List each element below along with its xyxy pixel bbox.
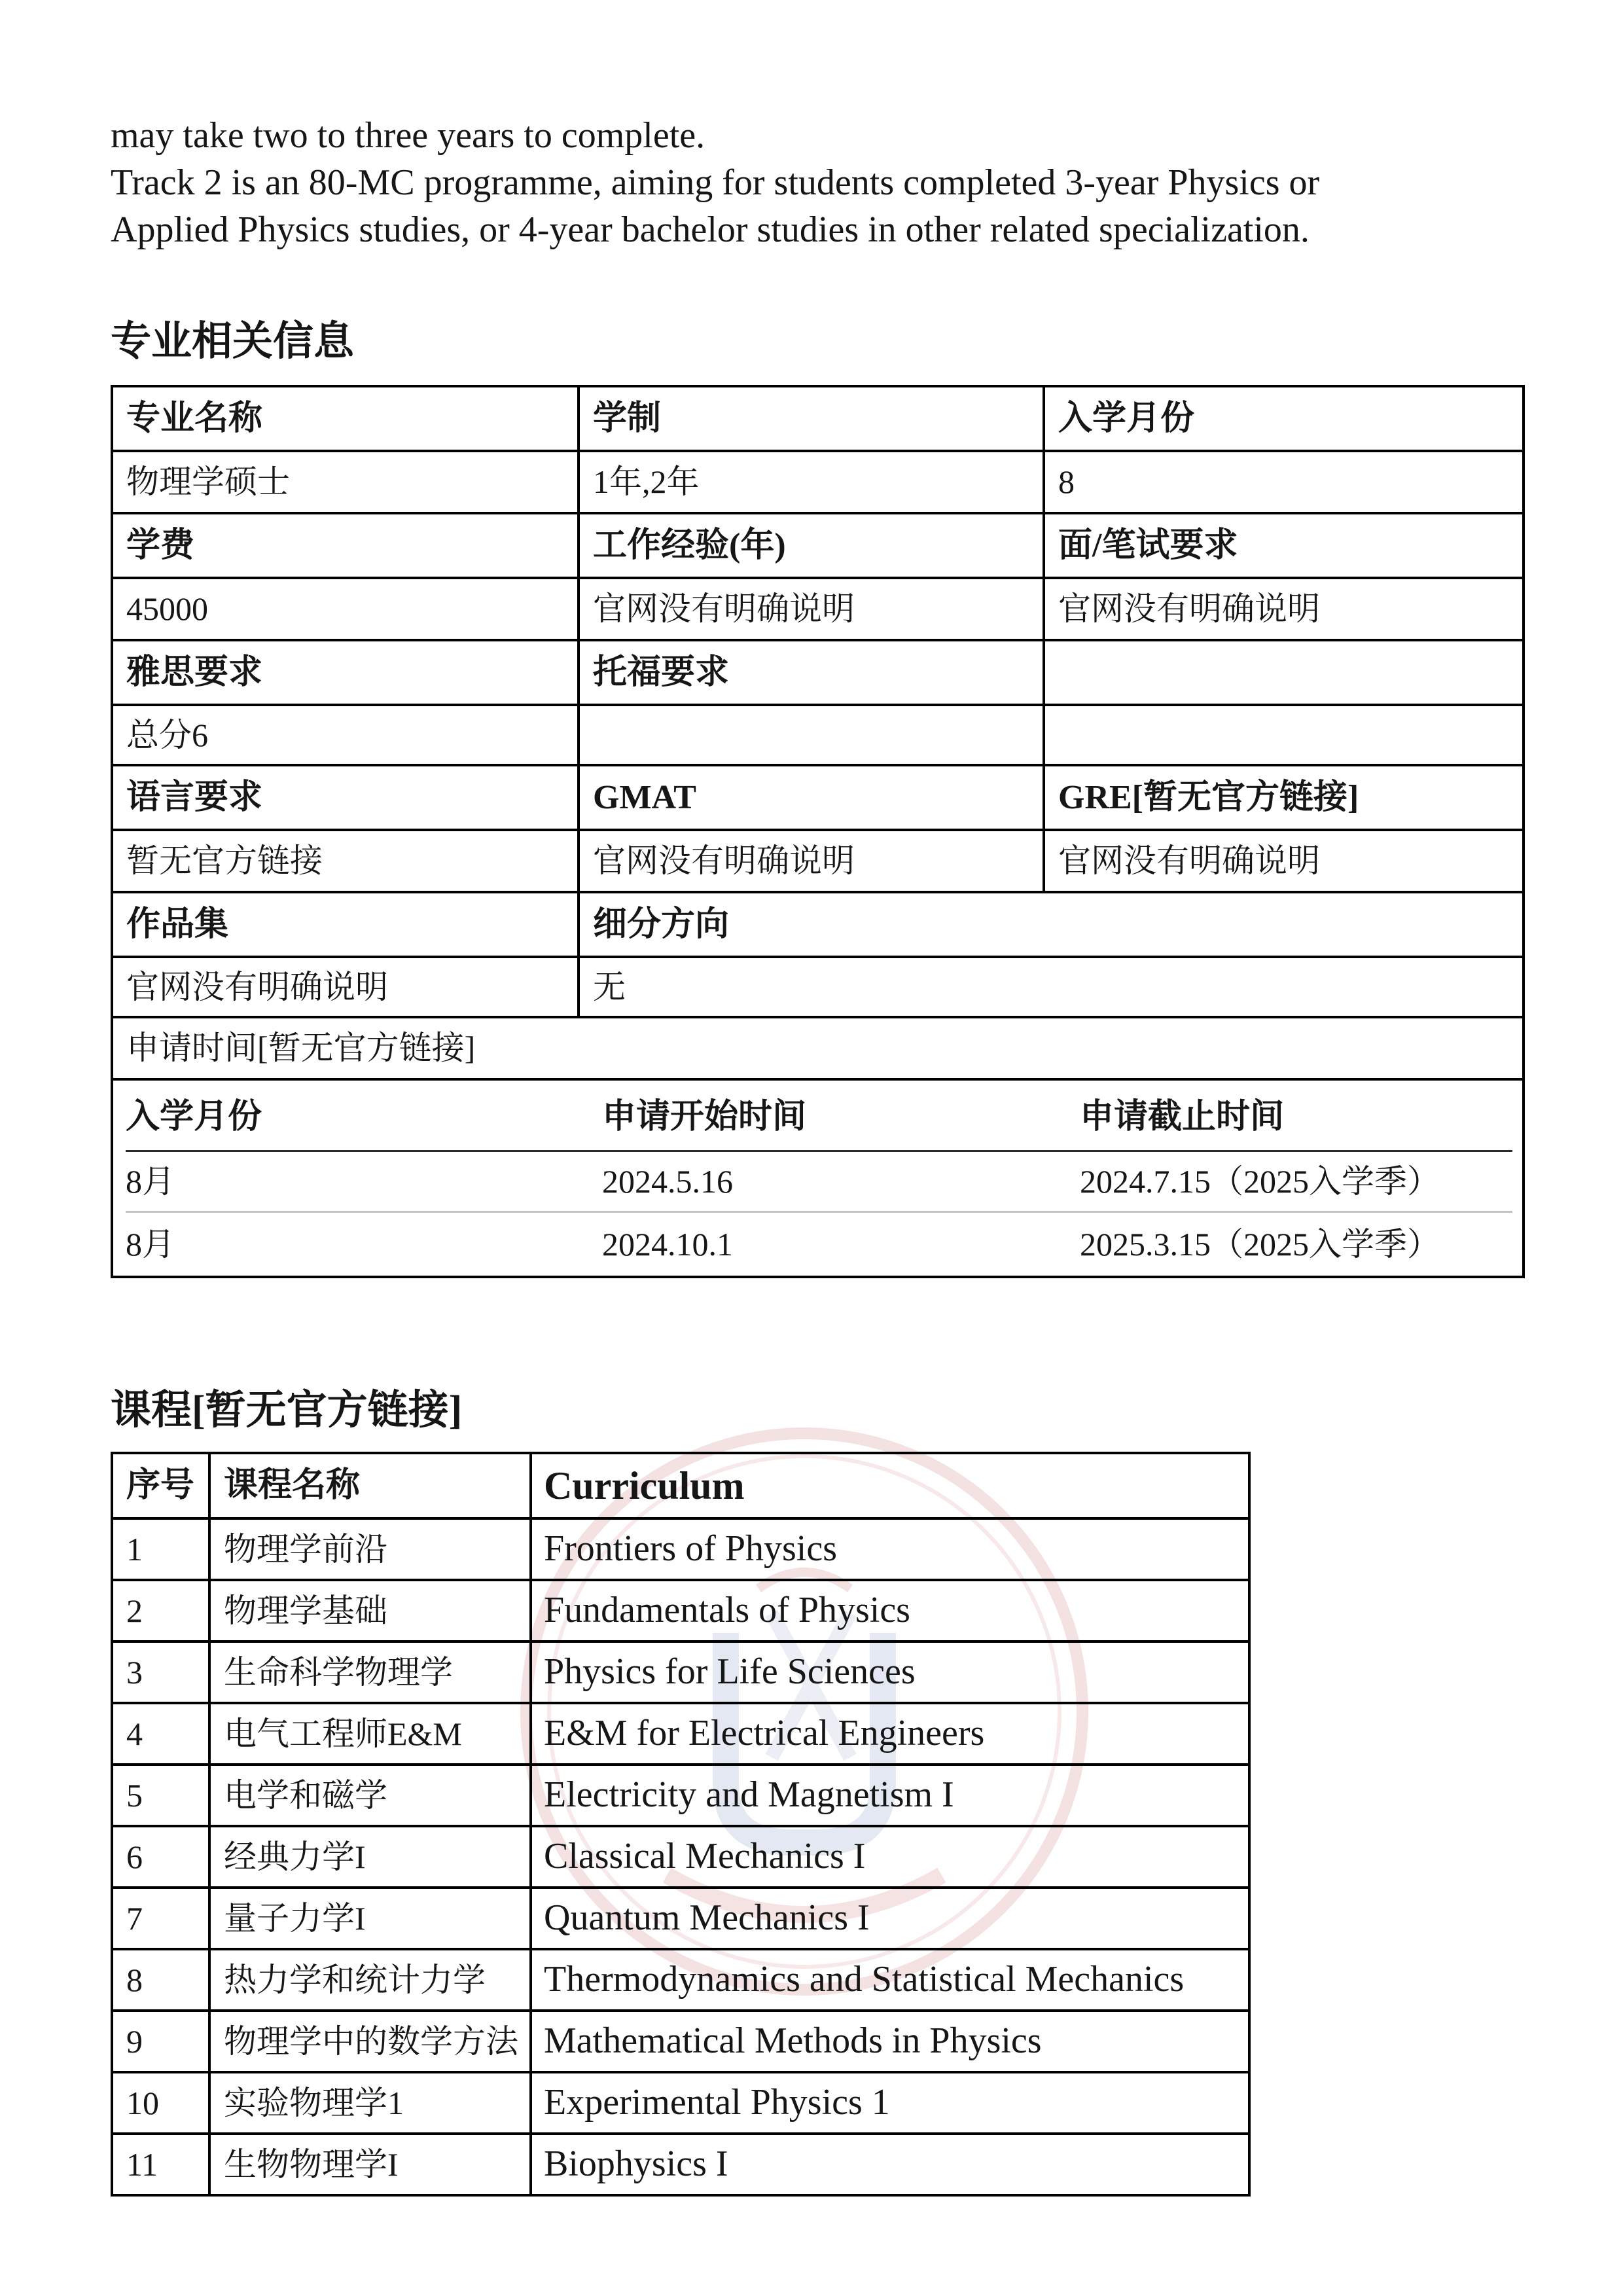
course-name-cn: 电学和磁学 — [209, 1765, 531, 1826]
gmat-label: GMAT — [579, 765, 1044, 830]
course-number: 1 — [112, 1518, 209, 1580]
course-name-en: Mathematical Methods in Physics — [531, 2011, 1249, 2072]
gre-value: 官网没有明确说明 — [1044, 830, 1524, 892]
label-row — [112, 513, 1524, 578]
application-title-row — [112, 1017, 1524, 1079]
course-name-en: Physics for Life Sciences — [531, 1641, 1249, 1703]
course-name-en: Experimental Physics 1 — [531, 2072, 1249, 2134]
gmat-value: 官网没有明确说明 — [579, 830, 1044, 892]
tuition-value: 45000 — [112, 578, 579, 640]
program-name-value: 物理学硕士 — [112, 451, 579, 513]
course-name-en: Thermodynamics and Statistical Mechanics — [531, 1949, 1249, 2011]
course-row — [112, 2134, 1249, 2195]
specialization-value: 无 — [579, 957, 1524, 1017]
course-name-en: Frontiers of Physics — [531, 1518, 1249, 1580]
course-number: 6 — [112, 1826, 209, 1888]
course-name-cn: 生命科学物理学 — [209, 1641, 531, 1703]
course-name-cn: 物理学前沿 — [209, 1518, 531, 1580]
header-curriculum: Curriculum — [531, 1453, 1249, 1518]
timeline-header-start: 申请开始时间 — [602, 1098, 807, 1136]
course-name-cn: 生物物理学I — [209, 2134, 531, 2195]
portfolio-label: 作品集 — [112, 892, 579, 957]
course-name-cn: 热力学和统计力学 — [209, 1949, 531, 2011]
course-number: 5 — [112, 1765, 209, 1826]
empty-cell — [1044, 640, 1524, 705]
course-name-cn: 物理学基础 — [209, 1580, 531, 1641]
interview-label: 面/笔试要求 — [1044, 513, 1524, 578]
value-row — [112, 705, 1524, 765]
application-timeline-row — [112, 1079, 1524, 1277]
intro-line: Applied Physics studies, or 4-year bachelor studies in other related specialization. — [111, 209, 1310, 250]
courses-heading: 课程[暂无官方链接] — [111, 1388, 463, 1433]
empty-cell — [579, 705, 1044, 765]
course-name-cn: 物理学中的数学方法 — [209, 2011, 531, 2072]
course-row — [112, 1949, 1249, 2011]
timeline-deadline: 2024.7.15（2025入学季） — [1080, 1162, 1440, 1200]
course-name-cn: 经典力学I — [209, 1826, 531, 1888]
program-info-heading: 专业相关信息 — [111, 319, 355, 364]
label-row — [112, 892, 1524, 957]
course-name-en: Quantum Mechanics I — [531, 1888, 1249, 1949]
courses-table — [111, 1452, 1251, 2197]
timeline-start: 2024.10.1 — [602, 1225, 733, 1263]
course-number: 4 — [112, 1703, 209, 1765]
timeline-header-deadline: 申请截止时间 — [1080, 1098, 1285, 1136]
label-row — [112, 386, 1524, 451]
timeline-intake: 8月 — [126, 1162, 175, 1200]
timeline-row — [126, 1152, 1512, 1213]
timeline-start: 2024.5.16 — [602, 1162, 733, 1200]
interview-value: 官网没有明确说明 — [1044, 578, 1524, 640]
toefl-label: 托福要求 — [579, 640, 1044, 705]
course-number: 11 — [112, 2134, 209, 2195]
timeline-deadline: 2025.3.15（2025入学季） — [1080, 1225, 1440, 1263]
course-number: 9 — [112, 2011, 209, 2072]
language-value: 暂无官方链接 — [112, 830, 579, 892]
label-row — [112, 640, 1524, 705]
intake-month-value: 8 — [1044, 451, 1524, 513]
course-row — [112, 1765, 1249, 1826]
courses-header-row — [112, 1453, 1249, 1518]
course-row — [112, 2072, 1249, 2134]
course-number: 7 — [112, 1888, 209, 1949]
ielts-label: 雅思要求 — [112, 640, 579, 705]
intake-month-label: 入学月份 — [1044, 386, 1524, 451]
course-row — [112, 1703, 1249, 1765]
course-name-en: Electricity and Magnetism I — [531, 1765, 1249, 1826]
intro-line: Track 2 is an 80-MC programme, aiming for students completed 3-year Physics or — [111, 162, 1320, 203]
course-row — [112, 1580, 1249, 1641]
timeline-header-intake: 入学月份 — [126, 1098, 262, 1136]
timeline-header — [126, 1081, 1512, 1152]
course-number: 10 — [112, 2072, 209, 2134]
language-label: 语言要求 — [112, 765, 579, 830]
course-row — [112, 1826, 1249, 1888]
duration-value: 1年,2年 — [579, 451, 1044, 513]
program-name-label: 专业名称 — [112, 386, 579, 451]
course-name-en: Classical Mechanics I — [531, 1826, 1249, 1888]
timeline-intake: 8月 — [126, 1225, 175, 1263]
application-timeline-cell — [112, 1079, 1524, 1277]
course-number: 3 — [112, 1641, 209, 1703]
course-number: 8 — [112, 1949, 209, 2011]
value-row — [112, 578, 1524, 640]
course-name-en: E&M for Electrical Engineers — [531, 1703, 1249, 1765]
header-number: 序号 — [112, 1453, 209, 1518]
course-row — [112, 1888, 1249, 1949]
program-info-table — [111, 385, 1525, 1278]
course-row — [112, 1641, 1249, 1703]
tuition-label: 学费 — [112, 513, 579, 578]
duration-label: 学制 — [579, 386, 1044, 451]
label-row — [112, 765, 1524, 830]
course-name-en: Biophysics I — [531, 2134, 1249, 2195]
course-name-cn: 量子力学I — [209, 1888, 531, 1949]
course-row — [112, 1518, 1249, 1580]
specialization-label: 细分方向 — [579, 892, 1524, 957]
timeline-row — [126, 1213, 1512, 1276]
ielts-value: 总分6 — [112, 705, 579, 765]
work-experience-value: 官网没有明确说明 — [579, 578, 1044, 640]
gre-label: GRE[暂无官方链接] — [1044, 765, 1524, 830]
header-course-name: 课程名称 — [209, 1453, 531, 1518]
value-row — [112, 451, 1524, 513]
course-number: 2 — [112, 1580, 209, 1641]
value-row — [112, 830, 1524, 892]
application-time-title: 申请时间[暂无官方链接] — [112, 1017, 1524, 1079]
course-row — [112, 2011, 1249, 2072]
application-timeline — [113, 1081, 1522, 1276]
value-row — [112, 957, 1524, 1017]
intro-paragraph — [111, 112, 1550, 253]
portfolio-value: 官网没有明确说明 — [112, 957, 579, 1017]
intro-line: may take two to three years to complete. — [111, 115, 705, 156]
course-name-en: Fundamentals of Physics — [531, 1580, 1249, 1641]
work-experience-label: 工作经验(年) — [579, 513, 1044, 578]
course-name-cn: 电气工程师E&M — [209, 1703, 531, 1765]
course-name-cn: 实验物理学1 — [209, 2072, 531, 2134]
empty-cell — [1044, 705, 1524, 765]
